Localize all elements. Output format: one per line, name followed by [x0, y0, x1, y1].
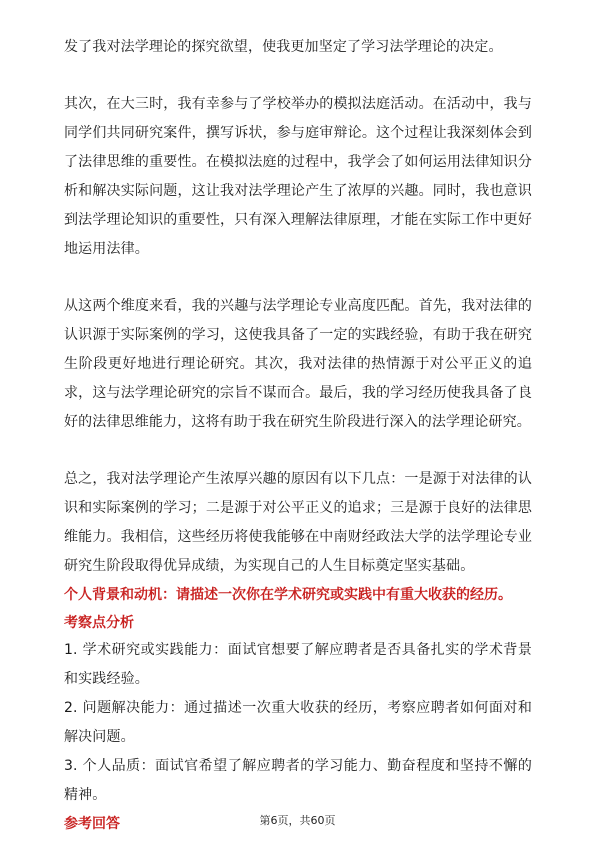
- paragraph-gap: [64, 264, 532, 292]
- analysis-heading: 考察点分析: [64, 615, 134, 631]
- analysis-point: 1. 学术研究或实践能力：面试官想要了解应聘者是否具备扎实的学术背景和实践经验。: [64, 642, 532, 687]
- paragraph-gap: [64, 62, 532, 90]
- analysis-point: 3. 个人品质：面试官希望了解应聘者的学习能力、勤奋程度和坚持不懈的精神。: [64, 758, 532, 803]
- paragraph-interest-match: 从这两个维度来看，我的兴趣与法学理论专业高度匹配。首先，我对法律的认识源于实际案例的学习，这使我具备了一定的实践经验，有助于我在研究生阶段更好地进行理论研究。其次，我对法律的热情源于对公平正义的追求，这与法学理论研究的宗旨不谋而合。最后，我的学习经历使我具备了良好的法律思维能力，这将有助于我在研究生阶段进行深入的法学理论研究。: [64, 298, 532, 430]
- paragraph-moot-court: 其次，在大三时，我有幸参与了学校举办的模拟法庭活动。在活动中，我与同学们共同研究案件，撰写诉状，参与庭审辩论。这个过程让我深刻体会到了法律思维的重要性。在模拟法庭的过程中，我学会了如何运用法律知识分析和解决实际问题，这让我对法学理论产生了浓厚的兴趣。同时，我也意识到法学理论知识的重要性，只有深入理解法律原理，才能在实际工作中更好地运用法律。: [64, 96, 532, 257]
- answer-heading: 参考回答: [64, 816, 120, 832]
- document-body: [64, 33, 532, 839]
- paragraph-continuation: 发了我对法学理论的探究欲望，使我更加坚定了学习法学理论的决定。: [64, 39, 503, 55]
- question-title: 个人背景和动机：请描述一次你在学术研究或实践中有重大收获的经历。: [64, 587, 512, 603]
- page-number: 第6页，共60页: [259, 814, 336, 827]
- paragraph-conclusion: 总之，我对法学理论产生浓厚兴趣的原因有以下几点：一是源于对法律的认识和实际案例的学习；二是源于对公平正义的追求；三是源于良好的法律思维能力。我相信，这些经历将使我能够在中南财经政法大学的法学理论专业研究生阶段取得优异成绩，为实现自己的人生目标奠定坚实基础。: [64, 471, 532, 574]
- paragraph-gap: [64, 437, 532, 465]
- analysis-point: 2. 问题解决能力：通过描述一次重大收获的经历，考察应聘者如何面对和解决问题。: [64, 700, 532, 745]
